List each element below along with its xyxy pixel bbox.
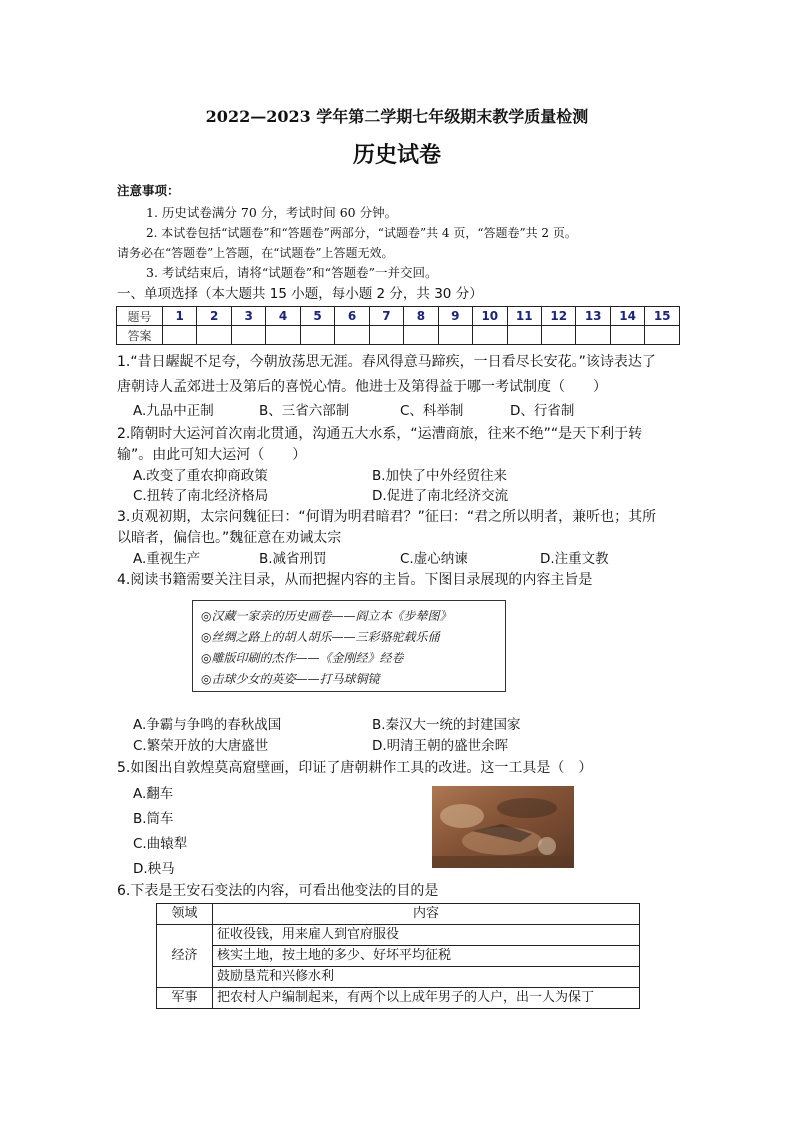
answer-grid <box>116 306 680 345</box>
toc-item: ◎汉藏一家亲的历史画卷——阎立本《步辇图》 <box>201 609 452 623</box>
q4-option-c[interactable]: C.繁荣开放的大唐盛世 <box>133 738 269 754</box>
number-cell: 14 <box>610 307 644 326</box>
number-cell: 8 <box>404 307 438 326</box>
q1-option-a[interactable]: A.九品中正制 <box>133 403 214 419</box>
answer-cell[interactable] <box>266 326 300 345</box>
row-label-number: 题号 <box>117 307 163 326</box>
q5-option-b[interactable]: B.筒车 <box>133 811 174 827</box>
q1-option-d[interactable]: D、行省制 <box>510 403 575 419</box>
economy-item: 核实土地，按土地的多少、好坏平均征税 <box>213 946 640 967</box>
answer-cell[interactable] <box>300 326 334 345</box>
number-cell: 13 <box>576 307 610 326</box>
number-cell: 15 <box>645 307 680 326</box>
note-3: 3. 考试结束后，请将“试题卷”和“答题卷”一并交回。 <box>146 265 438 280</box>
q6-stem: 6.下表是王安石变法的内容，可看出他变法的目的是 <box>117 883 439 899</box>
number-cell: 5 <box>300 307 334 326</box>
answer-grid-answer-row <box>117 326 680 345</box>
q4-option-a[interactable]: A.争霸与争鸣的春秋战国 <box>133 717 282 733</box>
number-cell: 11 <box>507 307 541 326</box>
toc-item: ◎雕版印刷的杰作——《金刚经》经卷 <box>201 651 404 665</box>
table-of-contents-box <box>192 600 506 692</box>
q2-stem-line-1: 2.隋朝时大运河首次南北贯通，沟通五大水系，“运漕商旅，往来不绝”“是天下利于转 <box>117 426 643 442</box>
q5-option-d[interactable]: D.秧马 <box>133 861 175 877</box>
header-field: 领域 <box>157 904 213 925</box>
toc-item: ◎击球少女的英姿——打马球铜镜 <box>201 672 380 686</box>
q1-option-c[interactable]: C、科举制 <box>400 403 464 419</box>
answer-grid-number-row <box>117 307 680 326</box>
answer-cell[interactable] <box>541 326 575 345</box>
economy-item: 征收役钱，用来雇人到官府服役 <box>213 925 640 946</box>
field-military: 军事 <box>157 988 213 1009</box>
q1-stem-line-2: 唐朝诗人孟郊进士及第后的喜悦心情。他进士及第得益于哪一考试制度（ ） <box>117 379 607 395</box>
answer-cell[interactable] <box>507 326 541 345</box>
q3-option-d[interactable]: D.注重文教 <box>540 551 609 567</box>
q3-stem-line-2: 以暗者，偏信也。”魏征意在劝诫太宗 <box>117 530 342 546</box>
q4-option-d[interactable]: D.明清王朝的盛世余晖 <box>372 738 509 754</box>
q5-option-a[interactable]: A.翻车 <box>133 786 174 802</box>
q5-option-c[interactable]: C.曲辕犁 <box>133 836 188 852</box>
number-cell: 4 <box>266 307 300 326</box>
answer-cell[interactable] <box>197 326 231 345</box>
exam-header-title: 2022—2023 学年第二学期七年级期末教学质量检测 <box>205 107 589 126</box>
q2-option-b[interactable]: B.加快了中外经贸往来 <box>372 468 508 484</box>
header-content: 内容 <box>213 904 640 925</box>
military-item: 把农村人户编制起来，有两个以上成年男子的人户，出一人为保丁 <box>213 988 640 1009</box>
number-cell: 12 <box>541 307 575 326</box>
answer-cell[interactable] <box>231 326 265 345</box>
notes-heading: 注意事项： <box>117 183 180 198</box>
q2-option-d[interactable]: D.促进了南北经济交流 <box>372 488 509 504</box>
answer-cell[interactable] <box>576 326 610 345</box>
economy-item: 鼓励垦荒和兴修水利 <box>213 967 640 988</box>
exam-subject-title: 历史试卷 <box>352 142 441 168</box>
answer-cell[interactable] <box>610 326 644 345</box>
number-cell: 3 <box>231 307 265 326</box>
row-label-answer: 答案 <box>117 326 163 345</box>
answer-cell[interactable] <box>473 326 507 345</box>
q2-stem-line-2: 输”。由此可知大运河（ ） <box>117 447 307 463</box>
number-cell: 9 <box>438 307 472 326</box>
reform-content-table <box>156 903 640 1009</box>
number-cell: 2 <box>197 307 231 326</box>
answer-cell[interactable] <box>163 326 197 345</box>
q3-option-c[interactable]: C.虚心纳谏 <box>400 551 468 567</box>
answer-cell[interactable] <box>369 326 403 345</box>
section-1-heading: 一、单项选择（本大题共 15 小题，每小题 2 分，共 30 分） <box>117 286 483 302</box>
dunhuang-mural-image <box>432 786 574 868</box>
answer-cell[interactable] <box>335 326 369 345</box>
field-economy: 经济 <box>157 925 213 988</box>
q1-option-b[interactable]: B、三省六部制 <box>259 403 350 419</box>
answer-cell[interactable] <box>404 326 438 345</box>
q3-option-b[interactable]: B.减省刑罚 <box>259 551 327 567</box>
note-1: 1. 历史试卷满分 70 分，考试时间 60 分钟。 <box>146 205 398 220</box>
number-cell: 1 <box>163 307 197 326</box>
q2-option-a[interactable]: A.改变了重农抑商政策 <box>133 468 268 484</box>
q3-option-a[interactable]: A.重视生产 <box>133 551 201 567</box>
q5-stem: 5.如图出自敦煌莫高窟壁画，印证了唐朝耕作工具的改进。这一工具是（ ） <box>117 760 593 776</box>
number-cell: 10 <box>473 307 507 326</box>
answer-cell[interactable] <box>645 326 680 345</box>
note-2a: 2. 本试卷包括“试题卷”和“答题卷”两部分，“试题卷”共 4 页，“答题卷”共 2 页。 <box>146 226 577 240</box>
number-cell: 6 <box>335 307 369 326</box>
toc-item: ◎丝绸之路上的胡人胡乐——三彩骆驼载乐俑 <box>201 630 440 644</box>
note-2b: 请务必在“答题卷”上答题，在“试题卷”上答题无效。 <box>117 246 394 260</box>
q2-option-c[interactable]: C.扭转了南北经济格局 <box>133 488 269 504</box>
q4-stem: 4.阅读书籍需要关注目录，从而把握内容的主旨。下图目录展现的内容主旨是 <box>117 572 593 588</box>
answer-cell[interactable] <box>438 326 472 345</box>
q1-stem-line-1: 1.“昔日龌龊不足夸，今朝放荡思无涯。春风得意马蹄疾，一日看尽长安花。”该诗表达了 <box>117 354 656 370</box>
number-cell: 7 <box>369 307 403 326</box>
q3-stem-line-1: 3.贞观初期，太宗问魏征曰：“何谓为明君暗君？”征曰：“君之所以明者，兼听也；其所 <box>117 509 657 525</box>
q4-option-b[interactable]: B.秦汉大一统的封建国家 <box>372 717 521 733</box>
